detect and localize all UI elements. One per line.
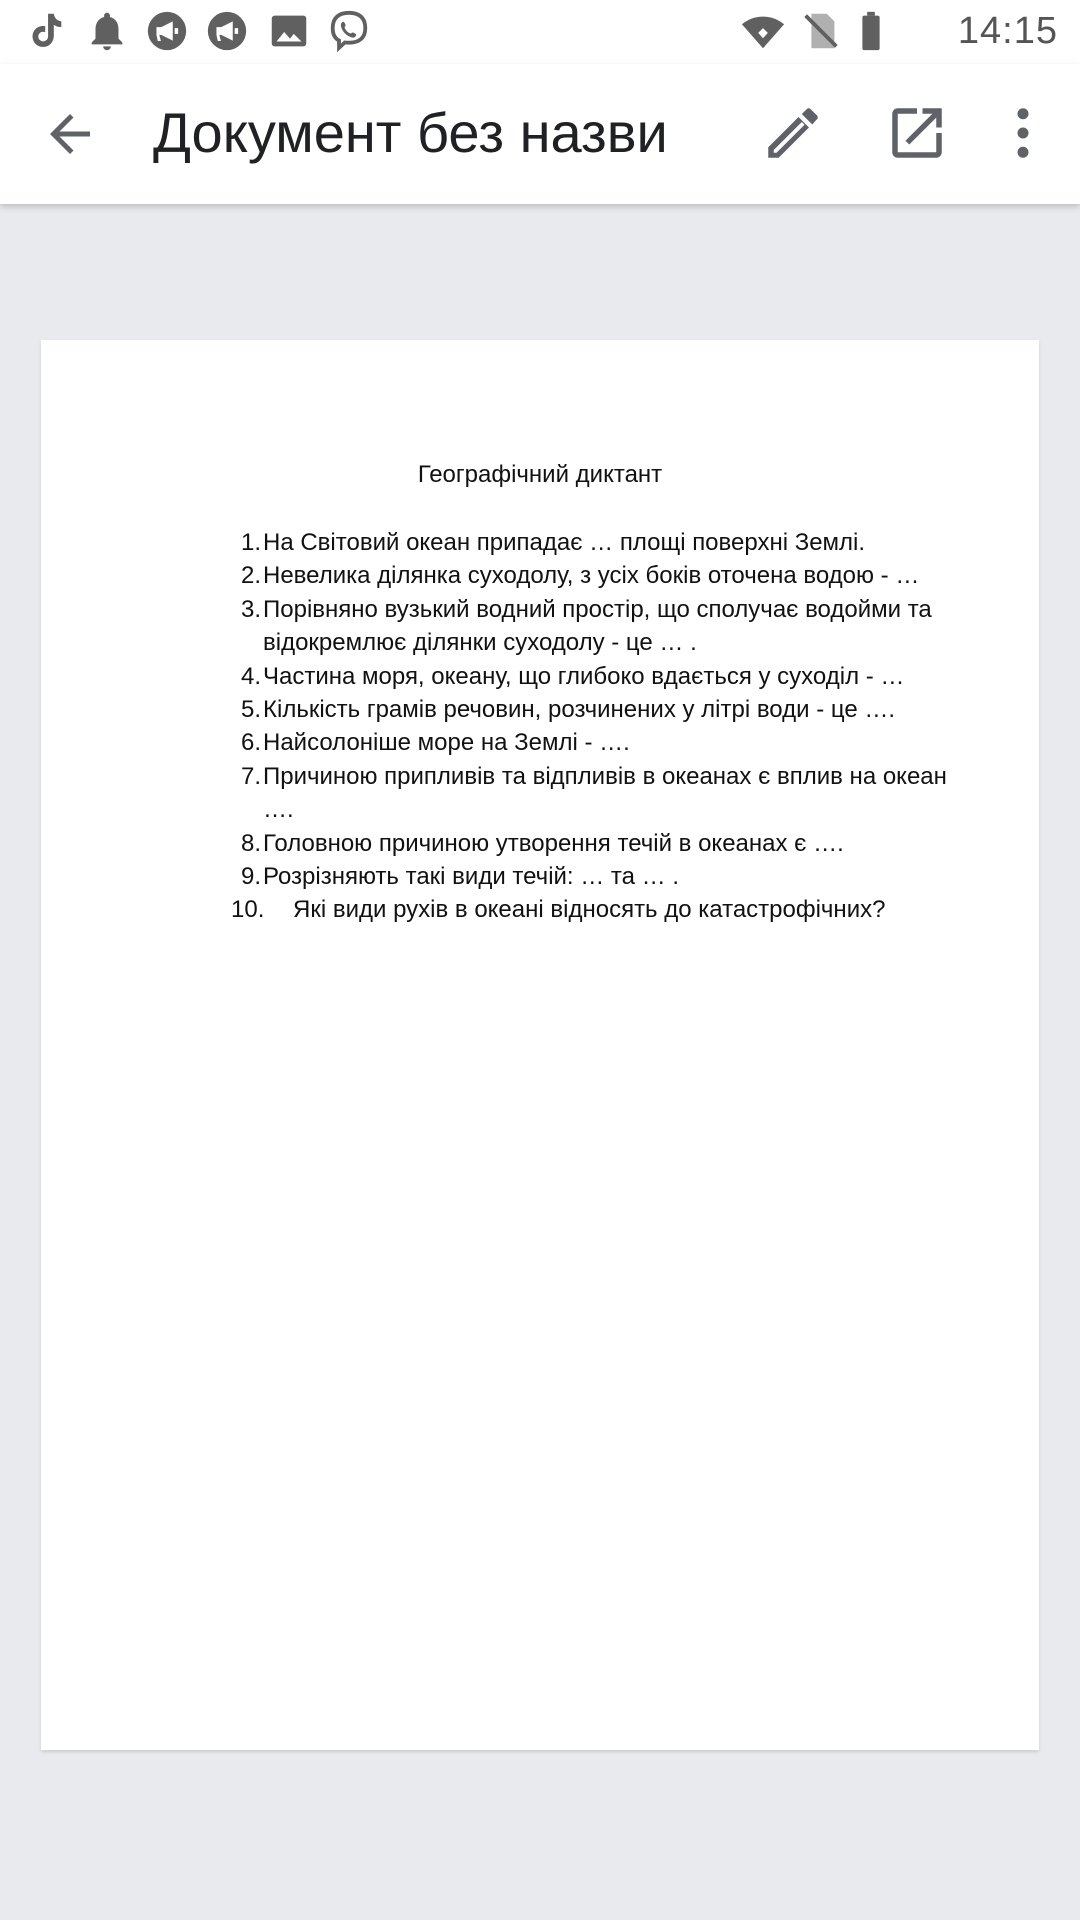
status-bar <box>0 0 1080 64</box>
list-item: 4. Частина моря, океану, що глибоко вдається у суходіл - … <box>240 662 905 690</box>
document-title: Географічний диктант <box>417 461 663 488</box>
edit-pencil-icon[interactable] <box>760 100 826 166</box>
clock: 14:15 <box>957 10 1058 52</box>
open-external-icon[interactable] <box>884 100 950 166</box>
list-item: 6. Найсолоніше море на Землі - …. <box>240 729 630 757</box>
document-name: Документ без назви <box>153 101 668 164</box>
tiktok-icon <box>22 8 68 54</box>
list-item: 1. На Світовий океан припадає … площі поверхні Землі. <box>240 529 866 556</box>
megaphone-icon <box>204 8 250 54</box>
list-item: 3. Порівняно вузький водний простір, що сполучає водойми та відокремлює ділянки суходолу - це … . <box>240 595 932 657</box>
bell-icon <box>84 8 130 54</box>
battery-icon <box>848 8 894 54</box>
list-item: 5. Кількість грамів речовин, розчинених у літрі води - це …. <box>240 696 896 724</box>
list-item: 9. Розрізняють такі види течій: … та … . <box>240 863 680 891</box>
list-item: 7. Причиною припливів та відпливів в океанах є вплив на океан …. <box>240 762 947 824</box>
document-page[interactable] <box>41 340 1039 1750</box>
back-arrow-icon[interactable] <box>40 104 100 164</box>
wifi-icon <box>740 8 786 54</box>
app-bar <box>0 64 1080 204</box>
no-sim-icon <box>798 8 844 54</box>
list-item: 10. Які види рухів в океані відносять до катастрофічних? <box>231 896 886 924</box>
image-icon <box>266 8 312 54</box>
list-item: 8. Головною причиною утворення течій в океанах є …. <box>240 829 844 857</box>
dictation-list <box>191 526 961 927</box>
list-item: 2. Невелика ділянка суходолу, з усіх боків оточена водою - … <box>240 562 920 590</box>
megaphone-icon <box>144 8 190 54</box>
viber-icon <box>326 8 372 54</box>
more-vert-icon[interactable] <box>990 100 1056 166</box>
